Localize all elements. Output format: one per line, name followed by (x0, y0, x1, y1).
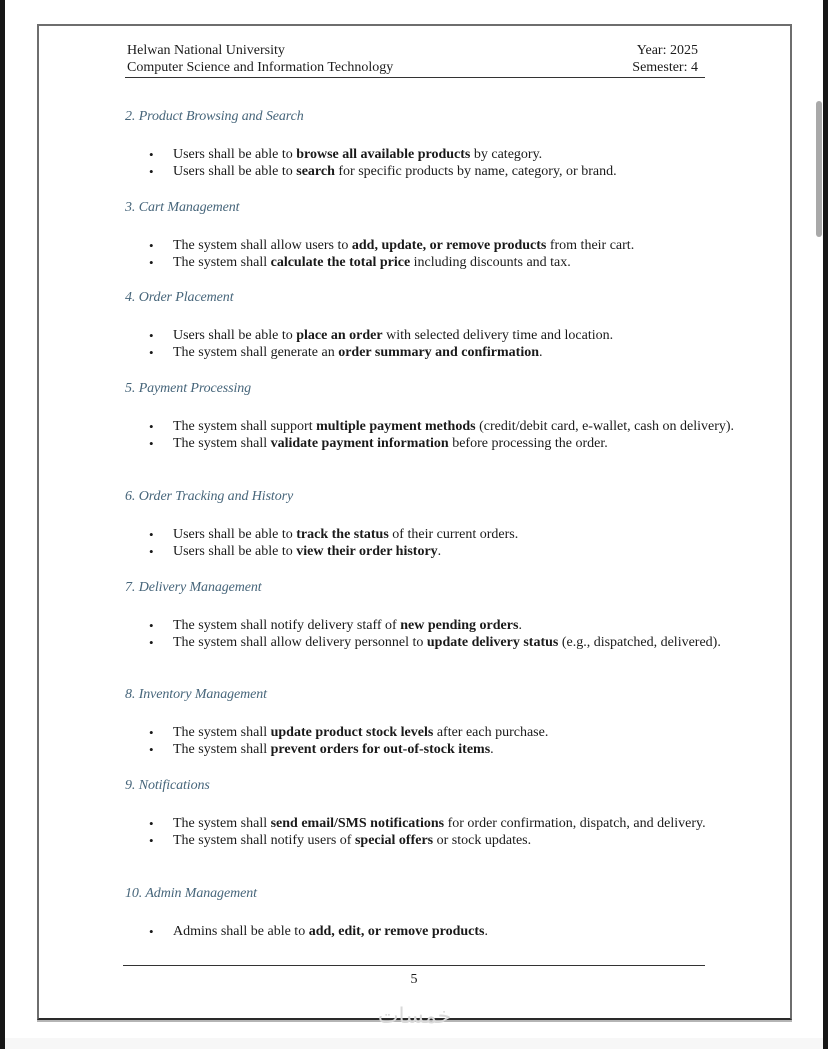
section (125, 289, 765, 361)
section-title: 2. Product Browsing and Search (125, 109, 304, 124)
section-title: 3. Cart Management (125, 200, 240, 215)
emphasized-text: browse all available products (296, 147, 471, 162)
list-item (125, 327, 765, 344)
plain-text: The system shall generate an (173, 345, 339, 360)
window-edge-right (823, 0, 828, 1049)
plain-text: Users shall be able to (173, 147, 297, 162)
semester-label: Semester: 4 (632, 59, 698, 75)
bullet-icon: • (149, 725, 154, 740)
plain-text: with selected delivery time and location. (382, 328, 614, 343)
section (125, 686, 765, 758)
section (125, 108, 765, 180)
emphasized-text: special offers (354, 833, 434, 848)
plain-text: . (518, 618, 522, 633)
list-item (125, 617, 765, 634)
bullet-icon: • (149, 328, 154, 343)
bullet-list (125, 815, 765, 849)
emphasized-text: new pending orders (400, 618, 519, 633)
emphasized-text: calculate the total price (270, 255, 411, 270)
emphasized-text: send email/SMS notifications (270, 816, 445, 831)
list-item (125, 923, 765, 940)
plain-text: Users shall be able to (173, 544, 297, 559)
watermark-logo: خمسات (377, 1004, 452, 1029)
vertical-scrollbar-thumb[interactable] (816, 101, 822, 237)
university-name: Helwan National University (127, 43, 285, 58)
bullet-icon: • (149, 635, 154, 650)
plain-text: Users shall be able to (173, 164, 297, 179)
faculty-name: Computer Science and Information Technology (127, 59, 394, 75)
bullet-icon: • (149, 742, 154, 757)
emphasized-text: prevent orders for out-of-stock items (270, 742, 491, 757)
page-header (125, 43, 705, 78)
header-right (632, 43, 698, 76)
bullet-icon: • (149, 147, 154, 162)
list-item (125, 832, 765, 849)
emphasized-text: update product stock levels (270, 725, 434, 740)
plain-text: of their current orders. (388, 527, 519, 542)
section-title: 6. Order Tracking and History (125, 489, 294, 504)
bullet-icon: • (149, 164, 154, 179)
bullet-list (125, 526, 765, 560)
emphasized-text: add, edit, or remove products (308, 924, 485, 939)
bullet-icon: • (149, 924, 154, 939)
plain-text: before processing the order. (448, 436, 608, 451)
bullet-list (125, 724, 765, 758)
bullet-icon: • (149, 618, 154, 633)
list-item (125, 741, 765, 758)
section (125, 380, 765, 452)
bullet-icon: • (149, 238, 154, 253)
section-title: 7. Delivery Management (125, 580, 262, 595)
section-title: 5. Payment Processing (125, 381, 252, 396)
plain-text: including discounts and tax. (410, 255, 571, 270)
bullet-icon: • (149, 544, 154, 559)
plain-text: The system shall (173, 816, 271, 831)
list-item (125, 815, 765, 832)
plain-text: The system shall notify users of (173, 833, 355, 848)
emphasized-text: order summary and confirmation (338, 345, 540, 360)
document-page (37, 24, 792, 1020)
plain-text: The system shall notify delivery staff of (173, 618, 401, 633)
bullet-list (125, 923, 765, 940)
list-item (125, 526, 765, 543)
bullet-list (125, 418, 765, 452)
plain-text: for specific products by name, category, or brand. (334, 164, 617, 179)
plain-text: . (539, 345, 543, 360)
list-item (125, 254, 765, 271)
section (125, 488, 765, 560)
footer-divider (123, 965, 705, 966)
plain-text: The system shall (173, 436, 271, 451)
list-item (125, 724, 765, 741)
window-edge-left (0, 0, 5, 1049)
year-label: Year: 2025 (636, 43, 698, 58)
plain-text: Users shall be able to (173, 328, 297, 343)
section (125, 199, 765, 271)
emphasized-text: place an order (296, 328, 383, 343)
emphasized-text: add, update, or remove products (351, 238, 547, 253)
bullet-list (125, 146, 765, 180)
plain-text: Admins shall be able to (173, 924, 309, 939)
plain-text: The system shall (173, 742, 271, 757)
bullet-icon: • (149, 436, 154, 451)
plain-text: . (437, 544, 442, 559)
section-title: 4. Order Placement (125, 290, 234, 305)
section-title: 9. Notifications (125, 778, 210, 793)
plain-text: (credit/debit card, e-wallet, cash on delivery). (475, 419, 735, 434)
list-item (125, 146, 765, 163)
emphasized-text: update delivery status (426, 635, 559, 650)
plain-text: (e.g., dispatched, delivered). (558, 635, 721, 650)
plain-text: The system shall support (173, 419, 317, 434)
bullet-icon: • (149, 255, 154, 270)
emphasized-text: multiple payment methods (316, 419, 476, 434)
plain-text: The system shall allow delivery personnel to (173, 635, 427, 650)
viewer-background-bottom (5, 1038, 823, 1049)
plain-text: after each purchase. (433, 725, 549, 740)
list-item (125, 435, 765, 452)
plain-text: or stock updates. (433, 833, 532, 848)
list-item (125, 418, 765, 435)
plain-text: for order confirmation, dispatch, and delivery. (444, 816, 706, 831)
section (125, 579, 765, 651)
section (125, 885, 765, 940)
bullet-icon: • (149, 527, 154, 542)
section-title: 8. Inventory Management (125, 687, 267, 702)
list-item (125, 543, 765, 560)
bullet-list (125, 237, 765, 271)
plain-text: by category. (470, 147, 543, 162)
list-item (125, 163, 765, 180)
list-item (125, 237, 765, 254)
bullet-icon: • (149, 419, 154, 434)
plain-text: . (484, 924, 488, 939)
section-title: 10. Admin Management (125, 886, 257, 901)
page-number: 5 (410, 972, 418, 987)
bullet-icon: • (149, 345, 154, 360)
list-item (125, 634, 765, 651)
bullet-list (125, 617, 765, 651)
header-left (127, 43, 393, 76)
plain-text: from their cart. (546, 238, 635, 253)
bullet-list (125, 327, 765, 361)
bullet-icon: • (149, 833, 154, 848)
plain-text: The system shall (173, 725, 271, 740)
plain-text: . (490, 742, 494, 757)
emphasized-text: track the status (296, 527, 389, 542)
section (125, 777, 765, 849)
plain-text: The system shall (173, 255, 271, 270)
emphasized-text: view their order history (296, 544, 438, 559)
plain-text: The system shall allow users to (173, 238, 352, 253)
emphasized-text: validate payment information (270, 436, 449, 451)
plain-text: Users shall be able to (173, 527, 297, 542)
bullet-icon: • (149, 816, 154, 831)
emphasized-text: search (296, 164, 335, 179)
list-item (125, 344, 765, 361)
